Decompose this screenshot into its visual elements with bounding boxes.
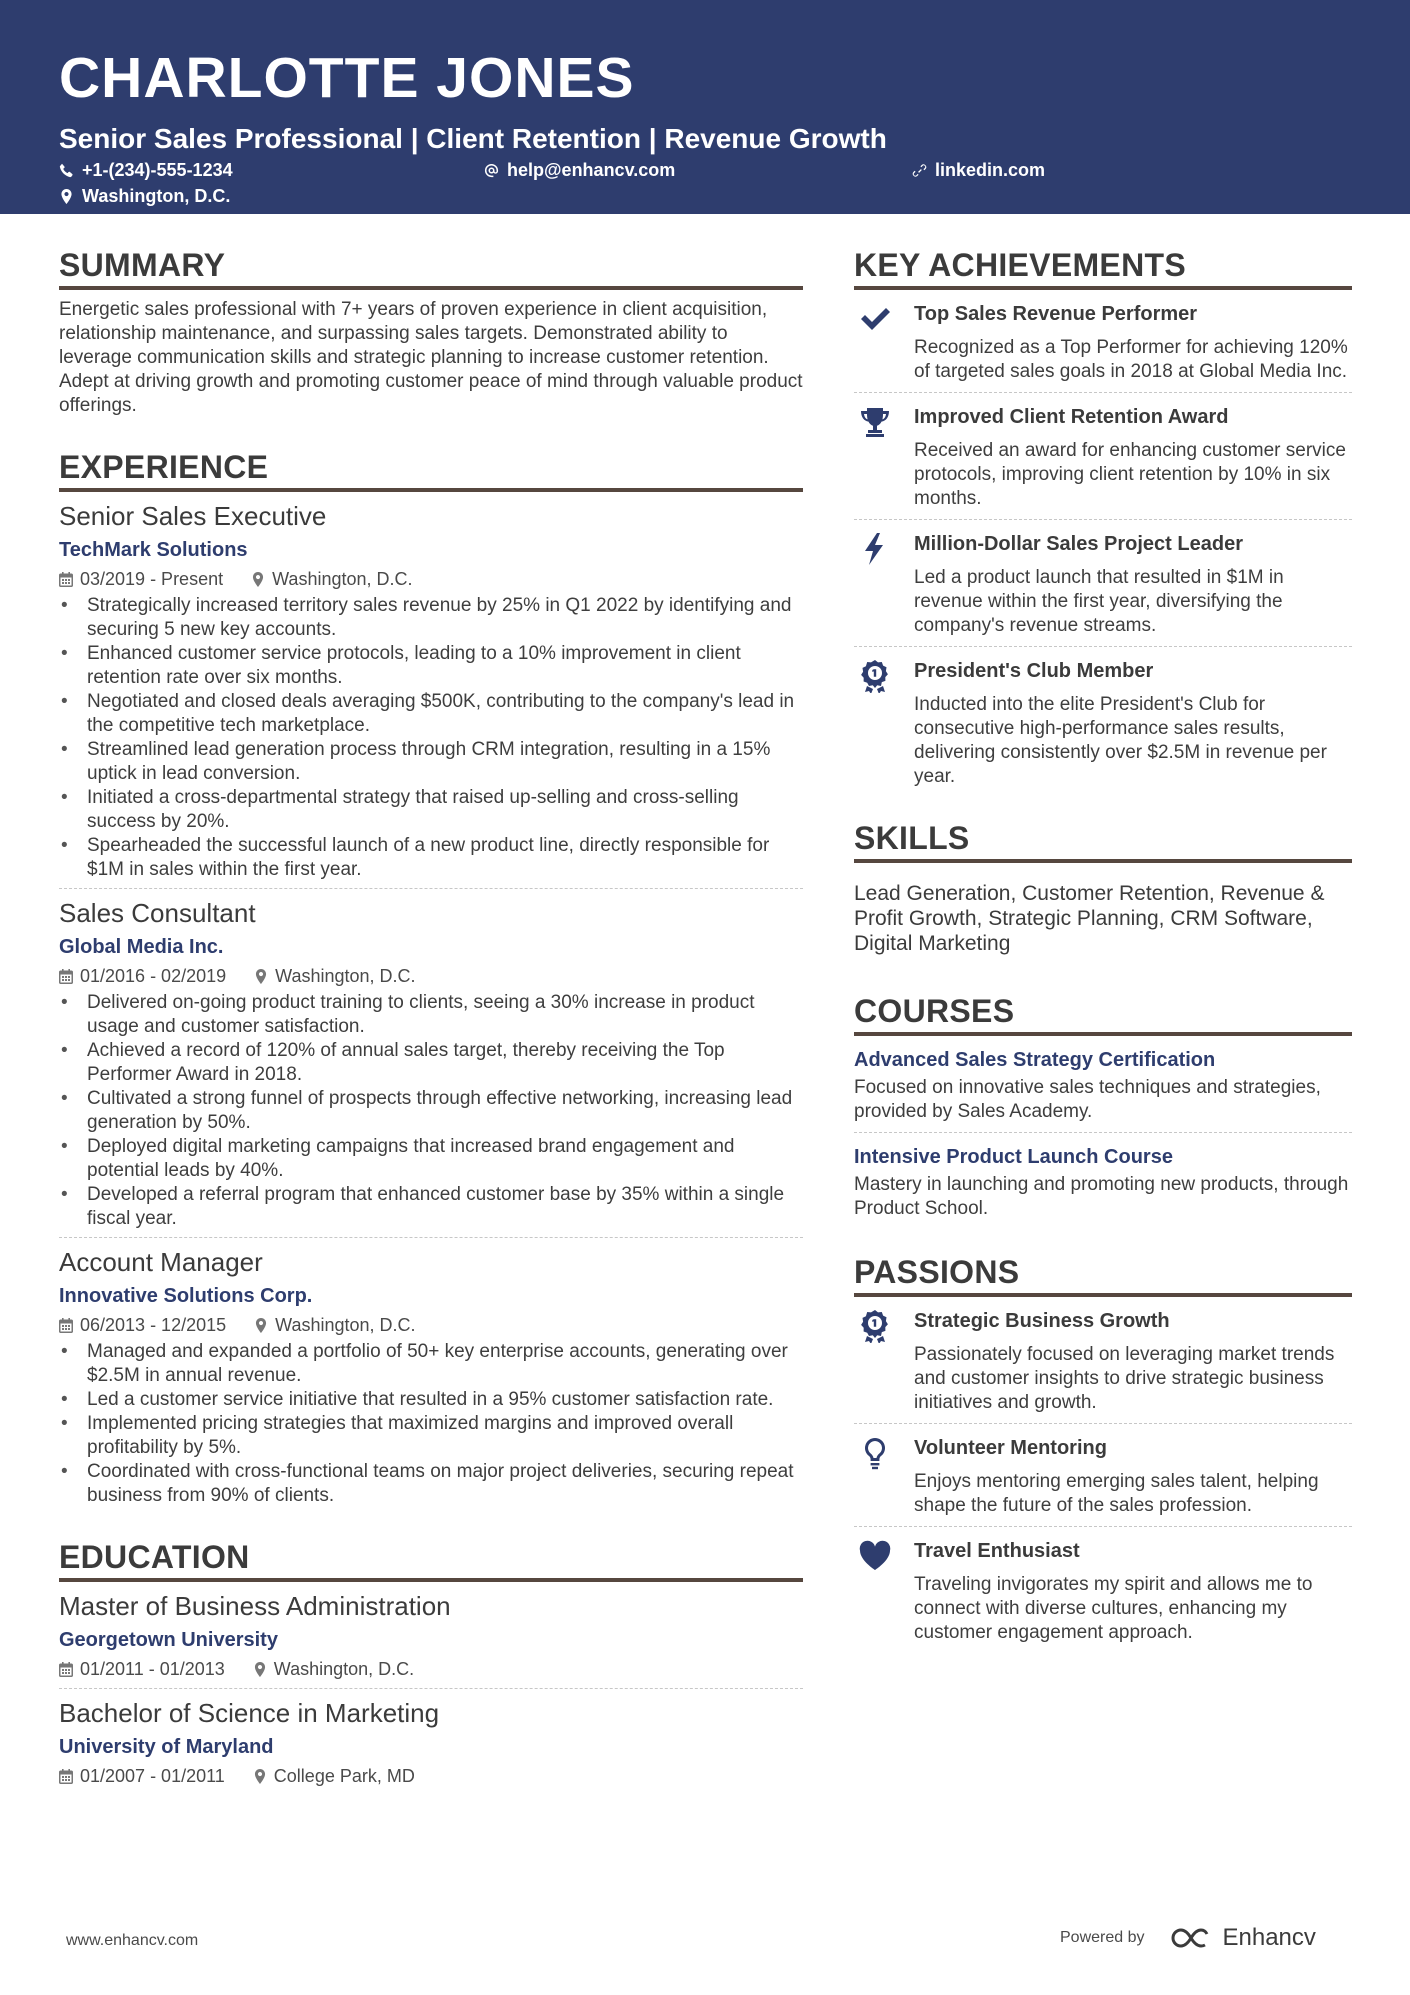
entry-body [914,530,1352,638]
candidate-tagline: Senior Sales Professional | Client Retention | Revenue Growth [59,123,887,154]
lightbulb-icon [858,1436,892,1470]
date-text: 01/2016 - 02/2019 [80,966,227,986]
entry-title: President's Club Member [914,660,1154,682]
date-range [59,1656,225,1682]
degree-title: Master of Business Administration [59,1591,451,1621]
contact-linkedin[interactable] [912,160,1045,181]
bullet-item: • Coordinated with cross-functional teams on major project deliveries, securing repeat business from 90% of clients. [59,1460,803,1508]
location [251,566,412,592]
checkmark-icon [858,302,892,336]
entry-description: Traveling invigorates my spirit and allows me to connect with diverse cultures, enhancing my customer engagement approach. [914,1574,1313,1643]
entry-body [914,1434,1352,1518]
entry-icon [854,300,914,384]
location-text: Washington, D.C. [273,1659,415,1679]
meta-row [59,1312,803,1338]
meta-row [59,566,803,592]
passions-list [854,1297,1352,1653]
bullet-item: • Enhanced customer service protocols, leading to a 10% improvement in client retention rate over six months. [59,642,803,690]
entry-title: Million-Dollar Sales Project Leader [914,533,1243,555]
entry-body [914,300,1352,384]
summary-text: Energetic sales professional with 7+ years of proven experience in client acquisition, relationship maintenance, and surpassing sales targets. Demonstrated ability to leverage communication skills and strategic planning to increase customer retention. Adept at driving growth and promoting customer peace of mind through valuable product offerings. [59,299,803,416]
location-text: Washington, D.C. [275,1315,416,1335]
skills-text: Lead Generation, Customer Retention, Revenue & Profit Growth, Strategic Planning, CRM Software, Digital Marketing [854,882,1325,955]
location-text: Washington, D.C. [82,186,231,206]
bullet-item: • Spearheaded the successful launch of a new product line, directly responsible for $1M in sales within the first year. [59,834,803,882]
location-pin-icon [254,1318,268,1333]
location [253,1656,414,1682]
entry-title: Travel Enthusiast [914,1540,1080,1562]
company-name: TechMark Solutions [59,539,248,561]
bullet-item: • Deployed digital marketing campaigns that increased brand engagement and potential leads by 40%. [59,1135,803,1183]
section-title-education: EDUCATION [59,1536,803,1582]
entry-title: Improved Client Retention Award [914,406,1229,428]
contact-email[interactable] [484,160,675,181]
passion-entry [854,1527,1352,1653]
bullet-item: • Streamlined lead generation process through CRM integration, resulting in a 15% uptick in lead conversion. [59,738,803,786]
course-description: Focused on innovative sales techniques and strategies, provided by Sales Academy. [854,1077,1321,1122]
phone-text: +1-(234)-555-1234 [82,160,233,180]
section-title-skills: SKILLS [854,817,1352,863]
section-title-passions: PASSIONS [854,1251,1352,1297]
entry-description: Inducted into the elite President's Club for consecutive high-performance sales results, delivering consistently over $2.5M in revenue per year. [914,694,1327,787]
education-list [59,1582,803,1795]
date-range [59,1312,226,1338]
entry-description: Enjoys mentoring emerging sales talent, helping shape the future of the sales profession. [914,1471,1319,1516]
degree-title: Bachelor of Science in Marketing [59,1698,440,1728]
bullet-item: • Implemented pricing strategies that maximized margins and improved overall profitability by 5%. [59,1412,803,1460]
course-title: Intensive Product Launch Course [854,1146,1173,1168]
company-name: Global Media Inc. [59,936,224,958]
location-text: Washington, D.C. [272,569,413,589]
bullet-item: • Negotiated and closed deals averaging $500K, contributing to the company's lead in the competitive tech marketplace. [59,690,803,738]
entry-title: Strategic Business Growth [914,1310,1170,1332]
entry-title: Top Sales Revenue Performer [914,303,1198,325]
passions-section [854,1251,1352,1653]
achievement-entry [854,647,1352,797]
entry-description: Recognized as a Top Performer for achieving 120% of targeted sales goals in 2018 at Global Media Inc. [914,337,1348,382]
resume-header [0,0,1410,214]
date-range [59,1763,225,1789]
entry-description: Passionately focused on leveraging market trends and customer insights to drive strategic business initiatives and growth. [914,1344,1335,1413]
entry-icon [854,530,914,638]
entry-title: Volunteer Mentoring [914,1437,1107,1459]
meta-row [59,1763,803,1789]
meta-row [59,963,803,989]
entry-body [914,657,1352,789]
course-entry [854,1036,1352,1133]
contact-location [59,186,230,207]
location [254,963,415,989]
course-title: Advanced Sales Strategy Certification [854,1049,1216,1071]
achievements-list [854,290,1352,797]
award-medal-icon [858,659,892,693]
entry-body [914,1537,1352,1645]
contact-info [59,160,1351,216]
trophy-icon [858,405,892,439]
date-range [59,566,223,592]
courses-list [854,1036,1352,1229]
job-bullets [59,594,803,882]
company-name: Innovative Solutions Corp. [59,1285,313,1307]
bullet-item: • Developed a referral program that enhanced customer base by 35% within a single fiscal year. [59,1183,803,1231]
calendar-icon [59,1769,73,1784]
date-text: 06/2013 - 12/2015 [80,1315,227,1335]
bullet-item: • Achieved a record of 120% of annual sales target, thereby receiving the Top Performer Award in 2018. [59,1039,803,1087]
bullet-item: • Delivered on-going product training to clients, seeing a 30% increase in product usage and customer satisfaction. [59,991,803,1039]
course-description: Mastery in launching and promoting new products, through Product School. [854,1174,1349,1219]
enhancv-logo[interactable] [1171,1924,1316,1952]
achievement-entry [854,393,1352,520]
footer-branding [1060,1924,1316,1952]
entry-icon [854,1434,914,1518]
footer-website[interactable]: www.enhancv.com [66,1932,199,1949]
courses-section [854,990,1352,1229]
section-title-summary: SUMMARY [59,244,803,290]
entry-icon [854,1537,914,1645]
job-title: Senior Sales Executive [59,501,327,531]
bullet-item: • Initiated a cross-departmental strategy that raised up-selling and cross-selling success by 20%. [59,786,803,834]
achievement-entry [854,290,1352,393]
location-pin-icon [253,1662,267,1677]
section-title-courses: COURSES [854,990,1352,1036]
experience-list [59,492,803,1514]
left-column [59,244,803,1823]
job-entry [59,889,803,1238]
bullet-item: • Managed and expanded a portfolio of 50+ key enterprise accounts, generating over $2.5M in annual revenue. [59,1340,803,1388]
achievements-section [854,244,1352,797]
experience-section [59,446,803,1514]
award-medal-icon [858,1309,892,1343]
achievement-entry [854,520,1352,647]
calendar-icon [59,572,73,587]
bullet-item: • Led a customer service initiative that resulted in a 95% customer satisfaction rate. [59,1388,803,1412]
date-text: 03/2019 - Present [80,569,224,589]
location-pin-icon [59,189,74,204]
calendar-icon [59,1318,73,1333]
skills-section [854,817,1352,956]
passion-entry [854,1297,1352,1424]
calendar-icon [59,1662,73,1677]
job-entry [59,492,803,889]
school-name: Georgetown University [59,1629,278,1651]
email-text[interactable]: help@enhancv.com [507,160,676,180]
course-entry [854,1133,1352,1229]
heart-icon [858,1539,892,1573]
location [253,1763,415,1789]
calendar-icon [59,969,73,984]
location-text: College Park, MD [273,1766,415,1786]
summary-section [59,244,803,418]
section-title-experience: EXPERIENCE [59,446,803,492]
right-column [854,244,1352,1681]
bullet-item: • Cultivated a strong funnel of prospects through effective networking, increasing lead generation by 50%. [59,1087,803,1135]
education-entry [59,1582,803,1689]
date-text: 01/2011 - 01/2013 [80,1659,225,1679]
date-text: 01/2007 - 01/2011 [80,1766,225,1786]
entry-description: Received an award for enhancing customer service protocols, improving client retention by 10% in six months. [914,440,1346,509]
job-title: Sales Consultant [59,898,256,928]
phone-icon [59,163,74,178]
link-icon [912,163,927,178]
candidate-name: CHARLOTTE JONES [59,46,635,110]
school-name: University of Maryland [59,1736,274,1758]
location-text: Washington, D.C. [275,966,416,986]
entry-description: Led a product launch that resulted in $1M in revenue within the first year, diversifying the company's revenue streams. [914,567,1284,636]
location-pin-icon [254,969,268,984]
bullet-item: • Strategically increased territory sales revenue by 25% in Q1 2022 by identifying and securing 5 new key accounts. [59,594,803,642]
job-bullets [59,1340,803,1508]
section-title-achievements: KEY ACHIEVEMENTS [854,244,1352,290]
passion-entry [854,1424,1352,1527]
brand-text: Enhancv [1222,1924,1316,1951]
location-pin-icon [251,572,265,587]
entry-body [914,1307,1352,1415]
job-title: Account Manager [59,1247,263,1277]
powered-by-text: Powered by [1060,1929,1145,1946]
job-bullets [59,991,803,1231]
date-range [59,963,226,989]
meta-row [59,1656,803,1682]
contact-phone [59,160,233,181]
at-sign-icon [484,163,499,178]
lightning-icon [858,532,892,566]
location [254,1312,415,1338]
linkedin-text[interactable]: linkedin.com [935,160,1046,180]
education-section [59,1536,803,1795]
job-entry [59,1238,803,1514]
entry-body [914,403,1352,511]
enhancv-logo-icon [1171,1926,1217,1950]
location-pin-icon [253,1769,267,1784]
entry-icon [854,1307,914,1415]
entry-icon [854,403,914,511]
entry-icon [854,657,914,789]
education-entry [59,1689,803,1795]
